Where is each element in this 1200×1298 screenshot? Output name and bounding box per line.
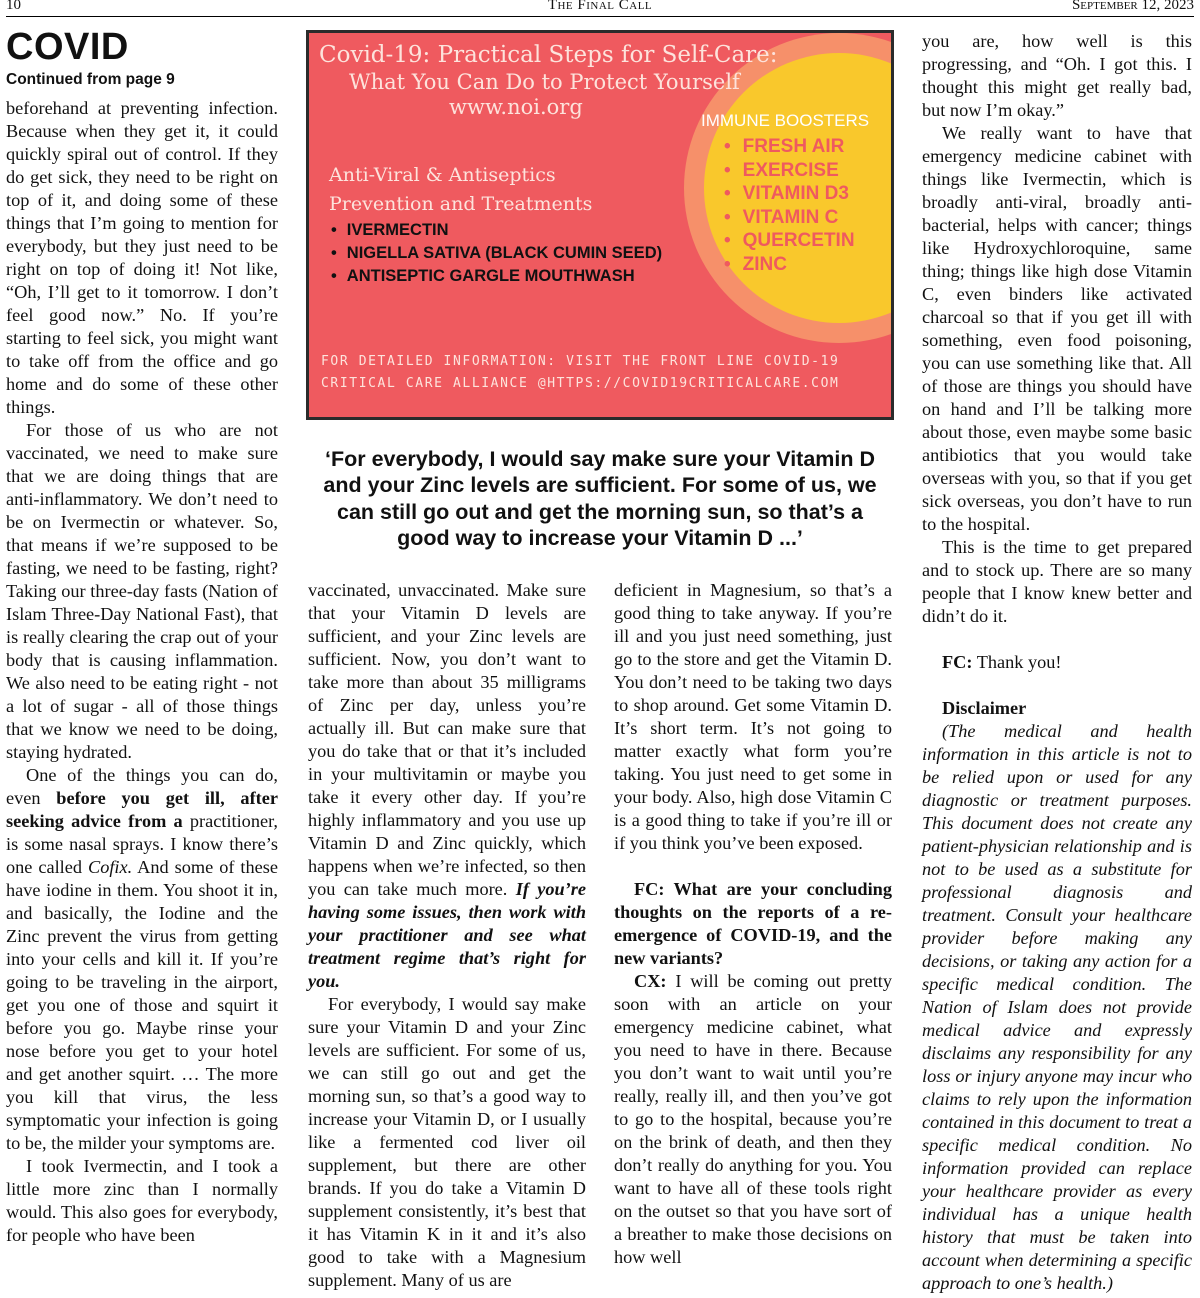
continued-from: Continued from page 9: [6, 71, 175, 88]
disclaimer-text: (The medical and health information in this article is not to be relied upon or used for any diagnostic or treatment purposes. This document does not create any patient-physician relationship and is not to be used as a substitute for professional diagnosis and treatment. Consult your healthcare provider before making any decisions, or taking any action for a specific medical condition. The Nation of Islam does not provide medical advice and expressly disclaims any responsibility for any loss or injury anyone may incur who claims to rely upon the information contained in this document to treat a specific medical condition. No information provided can replace your healthcare provider as every individual has a unique health history that must be taken into account when determining a specific approach to one’s health.): [922, 721, 1192, 1293]
graphic-left-heading-1: Anti-Viral & Antiseptics: [329, 164, 556, 186]
column-2: [308, 579, 586, 1292]
graphic-left-heading-2: Prevention and Treatments: [329, 193, 593, 215]
issue-date: September 12, 2023: [1071, 0, 1194, 13]
list-item: • VITAMIN C: [724, 206, 855, 230]
answer: CX: I will be coming out pretty soon with an article on your emergency medicine cabinet, what you need to have in there. Because you don’t want to wait until you’re really, really ill, and then you’ve got to go to the hospital, because you’re on the brink of death, and then they don’t really do anything for you. You want to have all of these tools right on the outset so that you have sort of a breather to make those decisions on how well: [614, 971, 892, 1267]
list-item: • NIGELLA SATIVA (BLACK CUMIN SEED): [331, 242, 662, 265]
immune-boosters-heading: IMMUNE BOOSTERS: [701, 111, 870, 130]
graphic-subtitle: What You Can Do to Protect Yourself: [349, 70, 740, 94]
paragraph: For everybody, I would say make sure your Vitamin D and your Zinc levels are sufficient. For some of us, we can still go out and get the morning sun, so that’s a good way to increase your Vitamin D, or I usually like a fermented cod liver oil supplement, but there are other brands. If you do take a Vitamin D supplement consistently, it’s best that it has Vitamin K in it and it’s also good to take with a Magnesium supplement. Many of us are: [308, 994, 586, 1290]
column-3: [614, 579, 892, 1269]
antiviral-list: [331, 219, 662, 288]
graphic-footer: FOR DETAILED INFORMATION: VISIT THE FRONT LINE COVID-19 CRITICAL CARE ALLIANCE @HTTPS://COVID19CRITICALCARE.COM: [321, 354, 840, 391]
list-item: • EXERCISE: [724, 159, 855, 183]
graphic-url: www.noi.org: [449, 95, 583, 119]
column-1: [6, 28, 278, 1247]
page-number: 10: [6, 0, 21, 13]
disclaimer-heading: Disclaimer: [942, 698, 1027, 718]
paragraph: beforehand at preventing infection. Because when they get it, it could quickly spiral out of control. If they do get sick, they need to be right on top of it, and doing some of these things that I’m going to mention for everybody, but they just need to be right on top of doing it! Not like, “Oh, I’ll get to it tomorrow. I don’t feel good now.” No. If you’re starting to feel sick, you might want to take off from the office and go home and do some of these other things.: [6, 98, 278, 417]
question: FC: What are your concluding thoughts on the reports of a re-emergence of COVID-19, and the new variants?: [614, 879, 892, 968]
list-item: • FRESH AIR: [724, 135, 855, 159]
paragraph: you are, how well is this progressing, and “Oh. I got this. I thought this might get really bad, but now I’m okay.”: [922, 31, 1192, 120]
closing-line: FC: Thank you!: [942, 652, 1062, 672]
covid-self-care-graphic: [306, 30, 894, 420]
immune-boosters-list: [724, 135, 855, 276]
pull-quote: ‘For everybody, I would say make sure your Vitamin D and your Zinc levels are sufficient. For some of us, we can still go out and get the morning sun, so that’s a good way to increase your Vitamin D ...’: [323, 447, 877, 550]
column-4: [922, 30, 1192, 1295]
paragraph: This is the time to get prepared and to stock up. There are so many people that I know knew better and didn’t do it.: [922, 537, 1192, 626]
list-item: • ZINC: [724, 253, 855, 277]
paragraph: One of the things you can do, even before you get ill, after seeking advice from a practitioner, is some nasal sprays. I know there’s one called Cofix. And some of these have iodine in them. You shoot it in, and basically, the Iodine and the Zinc prevent the virus from getting into your cells and kill it. If you’re going to be traveling in the airport, get you one of those and squirt it before you go. Maybe rinse your nose before you get to your hotel and get another squirt. … The more you kill that virus, the less symptomatic your infection is going to be, the milder your symptoms are.: [6, 765, 278, 1153]
paragraph: I took Ivermectin, and I took a little more zinc than I normally would. This also goes for everybody, for people who have been: [6, 1156, 278, 1245]
article-kicker: COVID: [6, 26, 129, 68]
list-item: • VITAMIN D3: [724, 182, 855, 206]
list-item: • QUERCETIN: [724, 229, 855, 253]
paragraph: For those of us who are not vaccinated, we need to make sure that we are doing things that are anti-inflammatory. We don’t need to be on Ivermectin or whatever. So, that means if we’re supposed to be fasting, we need to be fasting, right? Taking our three-day fasts (Nation of Islam Three-Day National Fast), that is really clearing the crap out of your body that is causing inflammation. We also need to be eating right - not a lot of sugar - all of those things that we know we need to be doing, staying hydrated.: [6, 420, 278, 762]
paragraph: deficient in Magnesium, so that’s a good thing to take anyway. If you’re ill and you just need something, just go to the store and get the Vitamin D. You don’t need to be taking two days to shop around. Get some Vitamin D. It’s short term. It’s not going to matter exactly what form you’re taking. You just need to get some in your body. Also, high dose Vitamin C is a good thing to take if you’re ill or if you think you’ve been exposed.: [614, 580, 892, 853]
graphic-title: Covid-19: Practical Steps for Self-Care:: [319, 42, 778, 68]
list-item: • IVERMECTIN: [331, 219, 662, 242]
publication-name: The Final Call: [547, 0, 653, 13]
page-header: [6, 0, 1194, 17]
paragraph: We really want to have that emergency medicine cabinet with things like Ivermectin, which is broadly anti-viral, broadly anti-bacterial, helps with cancer; things like Hydroxychloroquine, same thing; things like high dose Vitamin C, even binders like activated charcoal so that if you get ill with something, even food poisoning, you can use something like that. All of those are things you should have on hand and I’ll be talking more about those, even maybe some basic antibiotics that you would take overseas with you, so that if you get sick overseas, you don’t have to run to the hospital.: [922, 123, 1192, 534]
list-item: • ANTISEPTIC GARGLE MOUTHWASH: [331, 265, 662, 288]
paragraph: vaccinated, unvaccinated. Make sure that your Vitamin D levels are sufficient, and your Zinc levels are sufficient. Now, you don’t want to take more than about 35 milligrams of Zinc per day, unless you’re actually ill. But can make sure that you do take that or that it’s included in your multivitamin or maybe you take it every other day. If you’re highly inflammatory and you use up Vitamin D and Zinc quickly, which happens when we’re infected, so then you can take much more. If you’re having some issues, then work with your practitioner and see what treatment regime that’s right for you.: [308, 580, 587, 991]
